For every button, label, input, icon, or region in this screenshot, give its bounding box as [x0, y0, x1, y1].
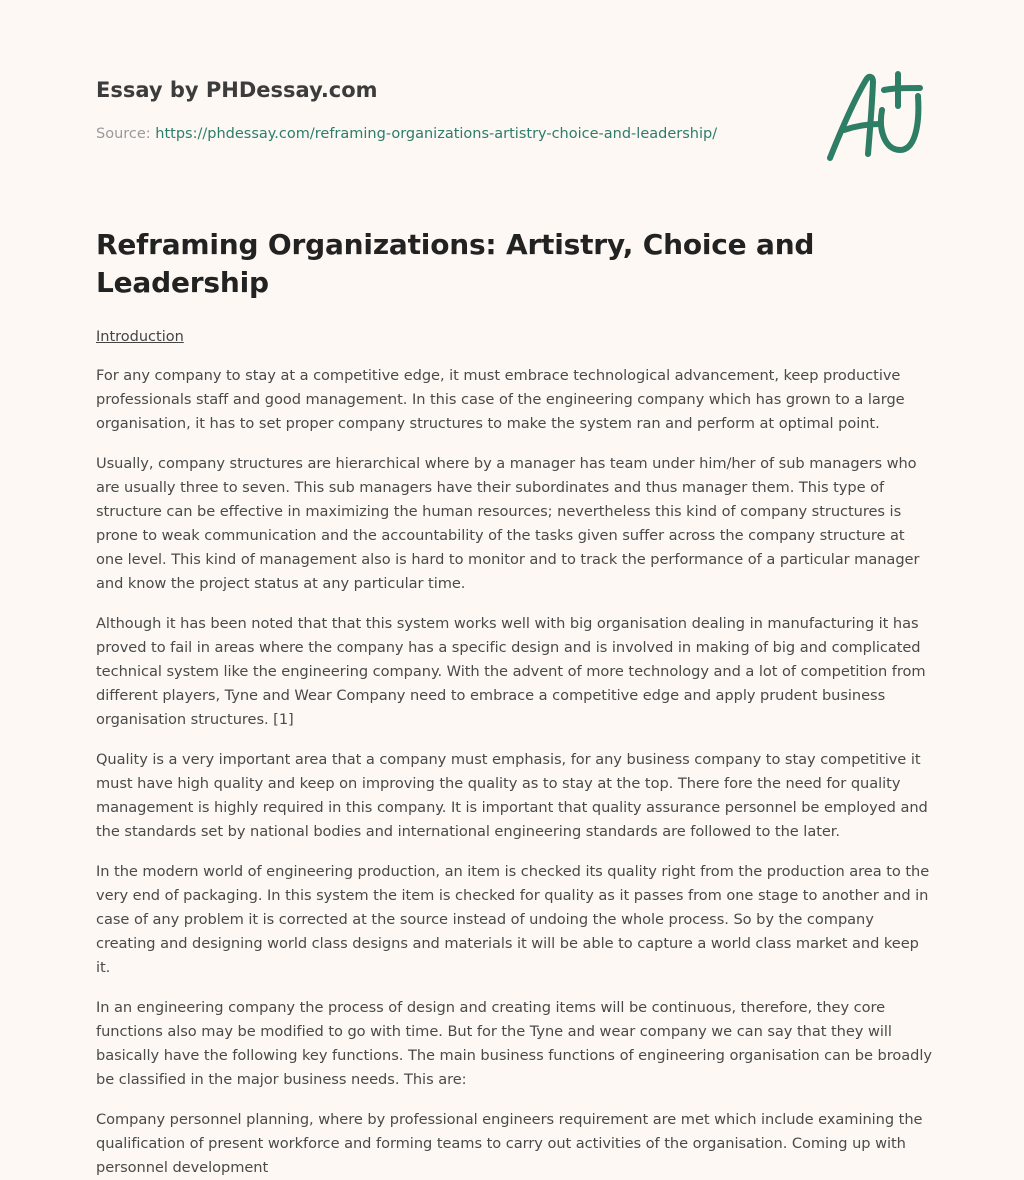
source-label: Source:: [96, 126, 156, 142]
a-plus-logo-icon: [820, 66, 930, 166]
paragraph: In the modern world of engineering production, an item is checked its quality right from the production area to the very end of packaging. In this system the item is checked for quality as it passes from one stage to another and in case of any problem it is corrected at the source instead of undoing the whole process. So by the company creating and designing world class designs and materials it will be able to capture a world class market and keep it.: [96, 863, 930, 976]
source-line: [96, 124, 796, 144]
article: [96, 226, 932, 1180]
source-link[interactable]: https://phdessay.com/reframing-organizations-artistry-choice-and-leadership/: [155, 126, 718, 142]
paragraph: In an engineering company the process of design and creating items will be continuous, therefore, they core functions also may be modified to go with time. But for the Tyne and wear company we can say that they will basically have the following key functions. The main business functions of engineering organisation can be broadly be classified in the major business needs. This are:: [96, 999, 932, 1088]
paragraph: For any company to stay at a competitive edge, it must embrace technological advancement, keep productive professionals staff and good management. In this case of the engineering company which has grown to a large organisation, it has to set proper company structures to make the system ran and perform at optimal point.: [96, 367, 905, 432]
section-heading-introduction: Introduction: [96, 329, 184, 345]
paragraph: Although it has been noted that that this system works well with big organisation dealing in manufacturing it has proved to fail in areas where the company has a specific design and is involved in making of big and complicated technical system like the engineering company. With the advent of more technology and a lot of competition from different players, Tyne and Wear Company need to embrace a competitive edge and apply prudent business organisation structures. [1]: [96, 615, 926, 728]
page-header: [96, 76, 796, 144]
paragraph: Usually, company structures are hierarchical where by a manager has team under him/her of sub managers who are usually three to seven. This sub managers have their subordinates and thus manager them. This type of structure can be effective in maximizing the human resources; nevertheless this kind of company structures is prone to weak communication and the accountability of the tasks given suffer across the company structure at one level. This kind of management also is hard to monitor and to track the performance of a particular manager and know the project status at any particular time.: [96, 455, 920, 592]
paragraph: Company personnel planning, where by professional engineers requirement are met which include examining the qualification of present workforce and forming teams to carry out activities of the organisation. Coming up with personnel development: [96, 1111, 923, 1176]
site-title: Essay by PHDessay.com: [96, 78, 378, 102]
paragraph: Quality is a very important area that a company must emphasis, for any business company to stay competitive it must have high quality and keep on improving the quality as to stay at the top. There fore the need for quality management is highly required in this company. It is important that quality assurance personnel be employed and the standards set by national bodies and international engineering standards are followed to the later.: [96, 751, 928, 840]
article-title: Reframing Organizations: Artistry, Choice and Leadership: [96, 228, 815, 299]
